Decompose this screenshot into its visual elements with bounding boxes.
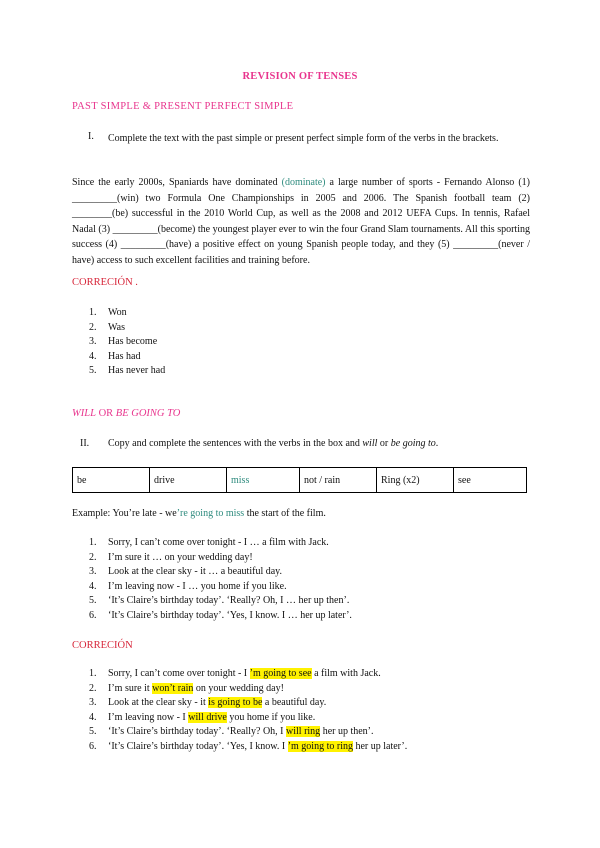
highlighted-answer: will drive bbox=[188, 711, 227, 723]
list-item: 2. I’m sure it … on your wedding day! bbox=[89, 551, 253, 563]
list-item: 5. ‘It’s Claire’s birthday today’. ‘Really? Oh, I … her up then’. bbox=[89, 595, 350, 607]
list-item: 4. I’m leaving now - I … you home if you like. bbox=[89, 580, 287, 592]
list-item: 1. Sorry, I can’t come over tonight - I … a film with Jack. bbox=[89, 537, 329, 548]
list-item: 6. ‘It’s Claire’s birthday today’. ‘Yes, I know. I ’m going to ring her up later’. bbox=[89, 740, 408, 752]
list-item: 1. Sorry, I can’t come over tonight - I ’m going to see a film with Jack. bbox=[89, 668, 381, 679]
list-item: 2. I’m sure it won’t rain on your wedding day! bbox=[89, 682, 284, 694]
section1-numeral: I. bbox=[88, 131, 94, 142]
list-item: 6. ‘It’s Claire’s birthday today’. ‘Yes, I know. I … her up later’. bbox=[89, 609, 352, 621]
answers-list bbox=[72, 306, 165, 379]
paragraph-part-2: a large number of sports - Fernando Alonso (1) _________(win) two Formula One Championships in 2005 and 2006. The Spanish football team (2) ________(be) successful in the 2010 World Cup, as well as the 2008 and 2012 UEFA Cups. In tennis, Rafael Nadal (3) _________(become) the youngest player ever to win the four Grand Slam tournaments. All this sporting success (4) _________(have) a positive effect on young Spanish people today, and they (5) _________(never / have) access to such excellent facilities and training before. bbox=[72, 177, 530, 266]
example-sentence: Example: You’re late - we’re going to miss the start of the film. bbox=[72, 508, 326, 519]
highlighted-answer: will ring bbox=[286, 726, 321, 738]
verb-cell: be bbox=[73, 468, 150, 493]
verb-box-table bbox=[72, 467, 527, 493]
section2-instruction: Copy and complete the sentences with the verbs in the box and will or be going to. bbox=[108, 438, 439, 449]
section2-heading: WILL OR BE GOING TO bbox=[72, 408, 181, 419]
section2-numeral: II. bbox=[80, 438, 90, 449]
highlighted-answer: ’m going to see bbox=[249, 668, 312, 679]
verb-cell: drive bbox=[150, 468, 227, 493]
list-item: 4. I’m leaving now - I will drive you home if you like. bbox=[89, 711, 316, 723]
highlighted-answer: ’m going to ring bbox=[287, 740, 353, 752]
list-item: 1. Won bbox=[89, 307, 127, 318]
correction-heading-1: CORRECIÓN . bbox=[72, 277, 138, 288]
list-item: 3. Has become bbox=[89, 336, 158, 348]
paragraph-example-verb: (dominate) bbox=[281, 177, 326, 188]
list-item: 5. Has never had bbox=[89, 365, 166, 377]
verb-cell: Ring (x2) bbox=[377, 468, 454, 493]
list-item: 3. Look at the clear sky - it … a beautiful day. bbox=[89, 566, 283, 578]
paragraph-part-1: Since the early 2000s, Spaniards have dominated bbox=[72, 177, 282, 188]
verb-cell: not / rain bbox=[300, 468, 377, 493]
exercise-paragraph bbox=[72, 175, 530, 268]
correction-heading-2: CORRECIÓN bbox=[72, 640, 133, 651]
list-item: 2. Was bbox=[89, 321, 125, 333]
section1-heading: PAST SIMPLE & PRESENT PERFECT SIMPLE bbox=[72, 101, 294, 112]
highlighted-answer: won’t rain bbox=[152, 682, 194, 694]
document-title: REVISION OF TENSES bbox=[242, 71, 358, 82]
list-item: 4. Has had bbox=[89, 350, 141, 362]
corrections-list bbox=[72, 667, 407, 755]
verb-cell: miss bbox=[227, 468, 300, 493]
list-item: 5. ‘It’s Claire’s birthday today’. ‘Really? Oh, I will ring her up then’. bbox=[89, 726, 374, 738]
highlighted-answer: is going to be bbox=[208, 697, 263, 709]
sentences-list bbox=[72, 536, 352, 624]
table-row bbox=[73, 468, 527, 493]
list-item: 3. Look at the clear sky - it is going to be a beautiful day. bbox=[89, 697, 327, 709]
verb-cell: see bbox=[454, 468, 527, 493]
section1-instruction: Complete the text with the past simple or present perfect simple form of the verbs in the brackets. bbox=[108, 133, 499, 144]
